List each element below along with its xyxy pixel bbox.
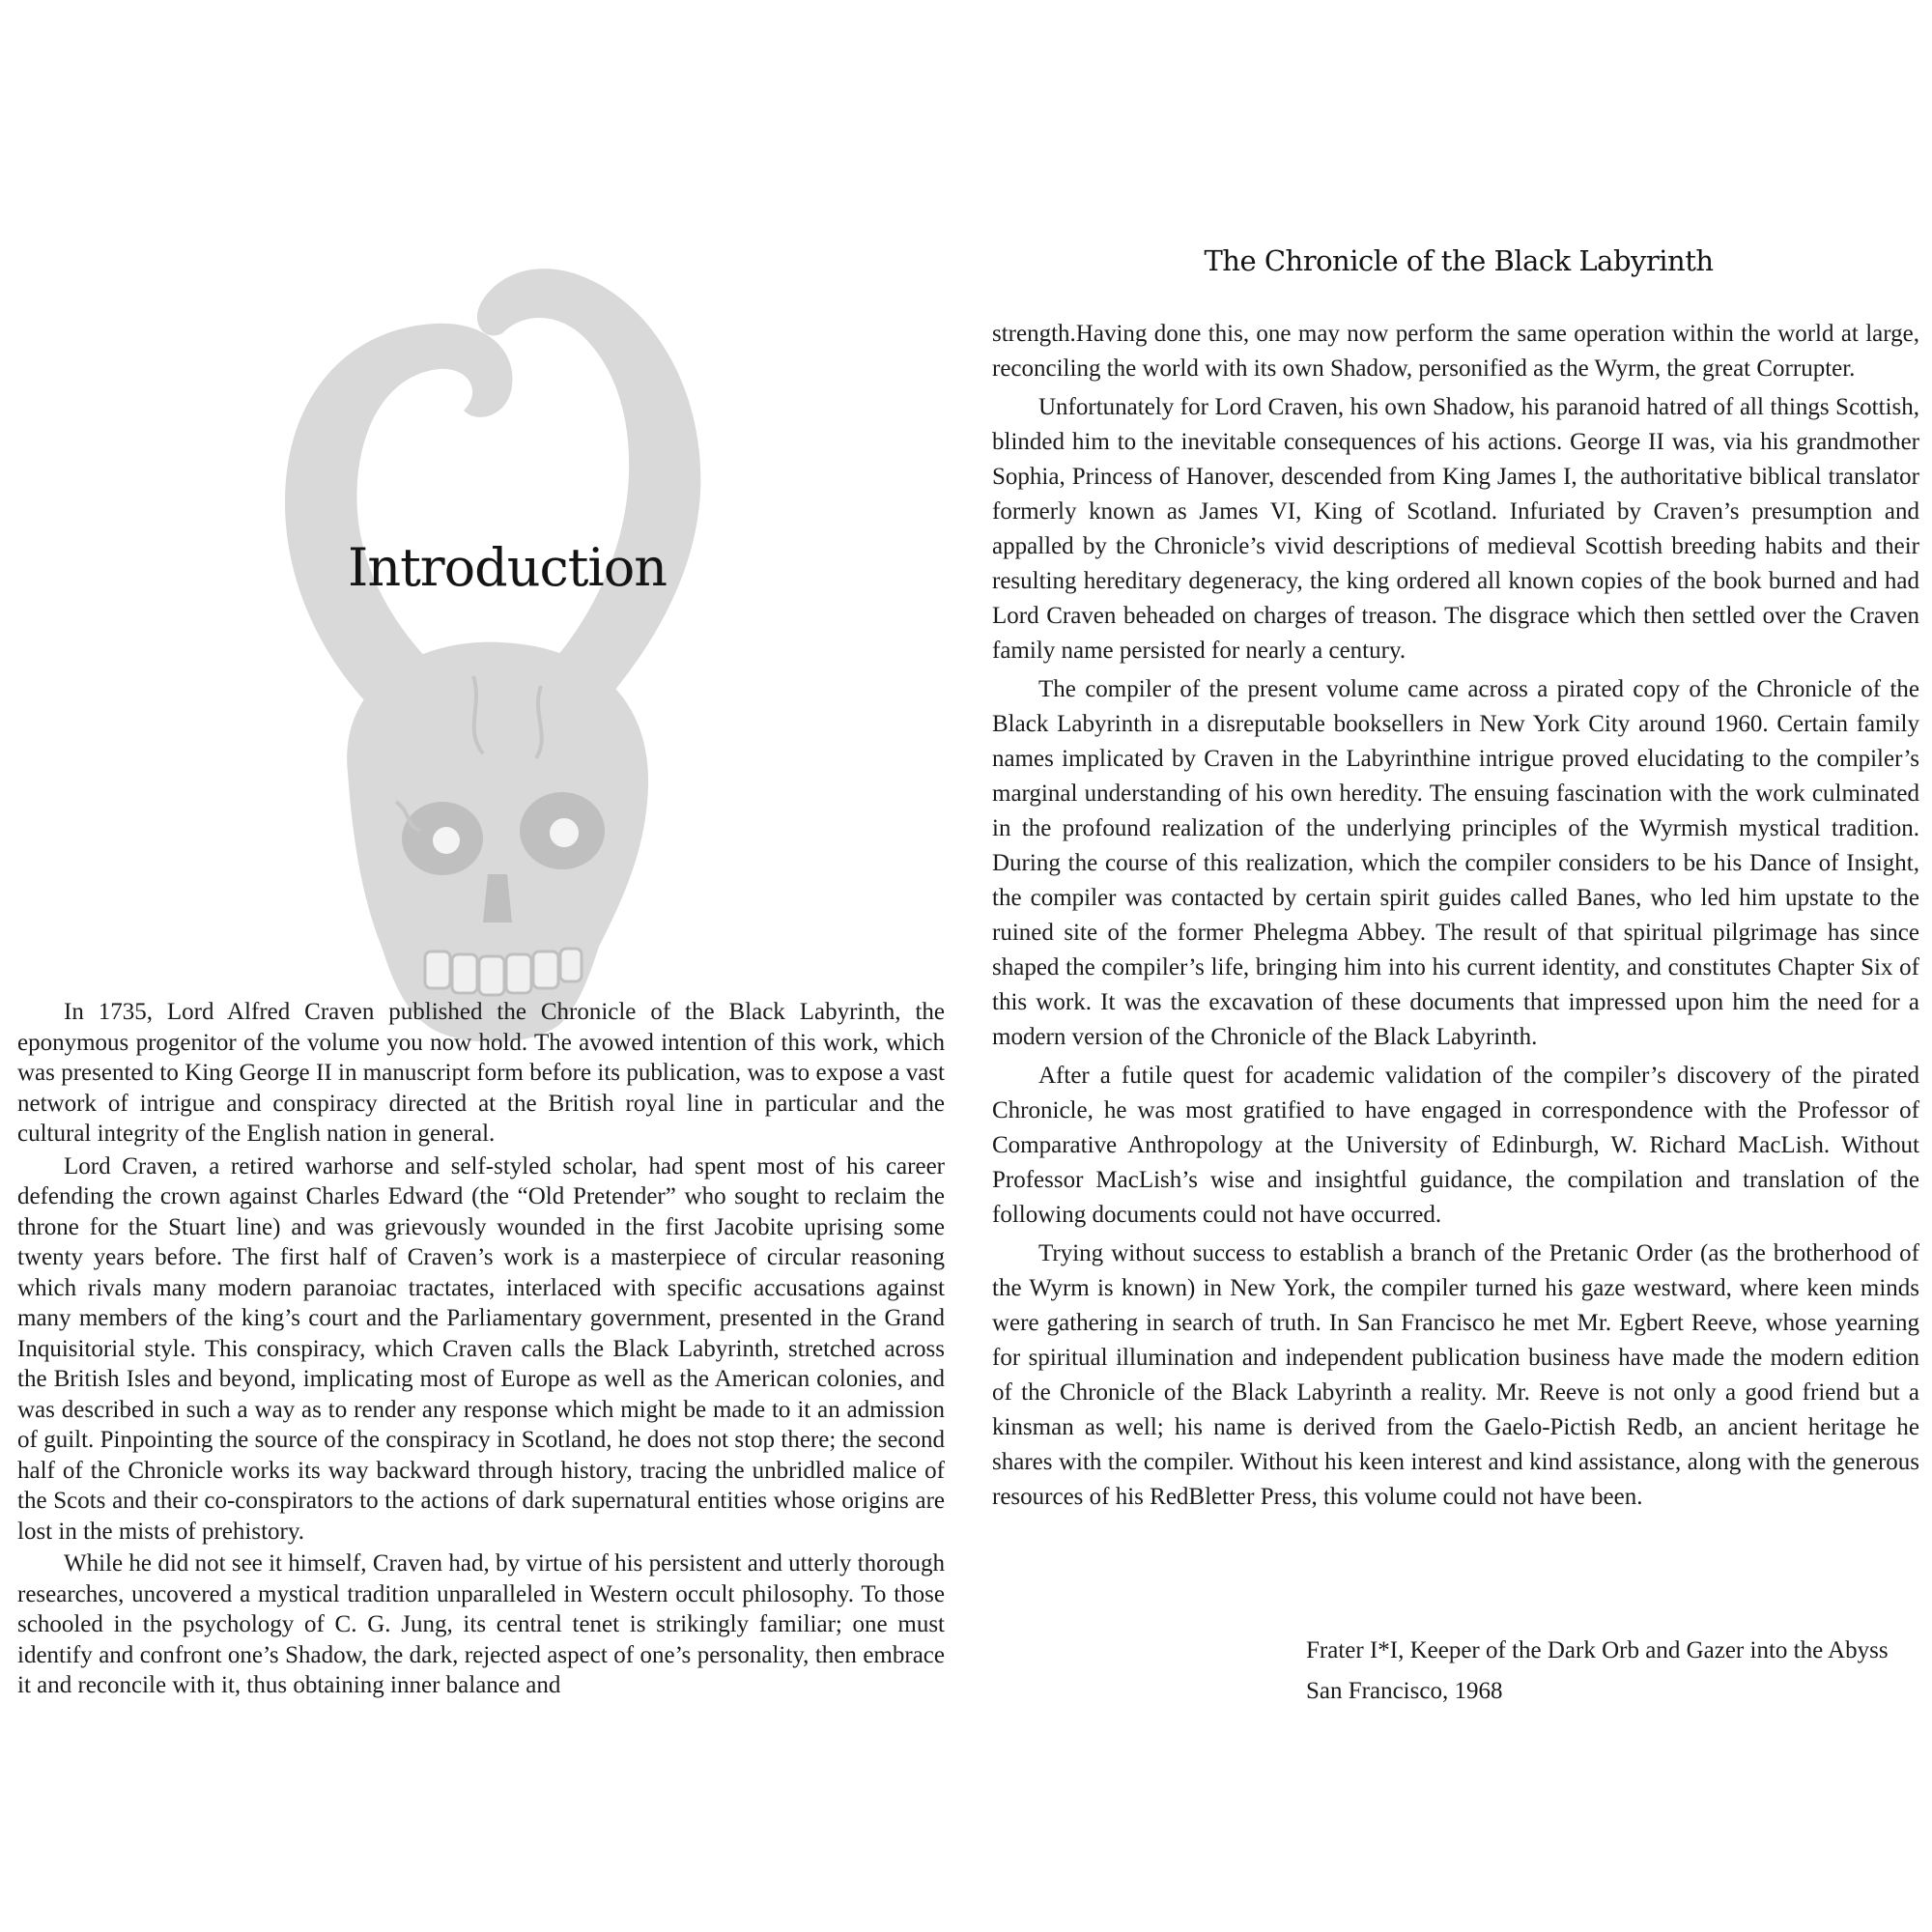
right-page-body	[992, 317, 1919, 1519]
paragraph: Unfortunately for Lord Craven, his own Shadow, his paranoid hatred of all things Scottish, blinded him to the inevitable consequences of his actions. George II was, via his grandmother Sophia, Princess of Hanover, descended from King James I, the authoritative biblical translator formerly known as James VI, King of Scotland. Infuriated by Craven’s presumption and appalled by the Chronicle’s vivid descriptions of medieval Scottish breeding habits and their resulting hereditary degeneracy, the king ordered all known copies of the book burned and had Lord Craven beheaded on charges of treason. The disgrace which then settled over the Craven family name persisted for nearly a century.	[992, 394, 1919, 664]
paragraph: After a futile quest for academic validation of the compiler’s discovery of the pirated Chronicle, he was most gratified to have engaged in correspondence with the Professor of Comparative Anthropology at the University of Edinburgh, W. Richard MacLish. Without Professor MacLish’s wise and insightful guidance, the compilation and translation of the following documents could not have occurred.	[992, 1063, 1919, 1228]
signature-place-date: San Francisco, 1968	[1306, 1678, 1503, 1704]
paragraph: While he did not see it himself, Craven had, by virtue of his persistent and utterly thorough researches, uncovered a mystical tradition unparalleled in Western occult philosophy. To those schooled in the psychology of C. G. Jung, its central tenet is strikingly familiar; one must identify and confront one’s Shadow, the dark, rejected aspect of one’s personality, then embrace it and reconcile with it, thus obtaining inner balance and	[17, 1550, 945, 1698]
paragraph: Lord Craven, a retired warhorse and self-styled scholar, had spent most of his career defending the crown against Charles Edward (the “Old Pretender” who sought to reclaim the throne for the Stuart line) and was grievously wounded in the first Jacobite uprising some twenty years before. The first half of Craven’s work is a masterpiece of circular reasoning which rivals many modern paranoiac tractates, interlaced with specific accusations against many members of the king’s court and the Parliamentary government, presented in the Grand Inquisitorial style. This conspiracy, which Craven calls the Black Labyrinth, stretched across the British Isles and beyond, implicating most of Europe as well as the American colonies, and was described in such a way as to render any response which might be made to it an admission of guilt. Pinpointing the source of the conspiracy in Scotland, he does not stop there; the second half of the Chronicle works its way backward through history, tracing the unbridled malice of the Scots and their co-conspirators to the actions of dark supernatural entities whose origins are lost in the mists of prehistory.	[17, 1152, 945, 1545]
chapter-title: Introduction	[348, 537, 667, 598]
signature-name: Frater I*I, Keeper of the Dark Orb and Gazer into the Abyss	[1306, 1637, 1889, 1663]
paragraph: Trying without success to establish a branch of the Pretanic Order (as the brotherhood of the Wyrm is known) in New York, the compiler turned his gaze westward, where keen minds were gathering in search of truth. In San Francisco he met Mr. Egbert Reeve, whose yearning for spiritual illumination and independent publication business have made the modern edition of the Chronicle of the Black Labyrinth a reality. Mr. Reeve is not only a good friend but a kinsman as well; his name is derived from the Gaelo-Pictish Redb, an ancient heritage he shares with the compiler. Without his keen interest and kind assistance, along with the generous resources of his RedBletter Press, this volume could not have been.	[992, 1240, 1919, 1510]
paragraph: In 1735, Lord Alfred Craven published the Chronicle of the Black Labyrinth, the eponymous progenitor of the volume you now hold. The avowed intention of this work, which was presented to King George II in manuscript form before its publication, was to expose a vast network of intrigue and conspiracy directed at the British royal line in particular and the cultural integrity of the English nation in general.	[17, 999, 945, 1147]
continued-paragraph: strength.Having done this, one may now perform the same operation within the world at large, reconciling the world with its own Shadow, personified as the Wyrm, the great Corrupter.	[992, 321, 1919, 382]
paragraph: The compiler of the present volume came across a pirated copy of the Chronicle of the Black Labyrinth in a disreputable booksellers in New York City around 1960. Certain family names implicated by Craven in the Labyrinthine intrigue proved elucidating to the compiler’s marginal understanding of his own heredity. The ensuing fascination with the work culminated in the profound realization of the underlying principles of the Wyrmish mystical tradition. During the course of this realization, which the compiler considers to be his Dance of Insight, the compiler was contacted by certain spirit guides called Banes, who led him upstate to the ruined site of the former Phelegma Abbey. The result of that spiritual pilgrimage has since shaped the compiler’s life, bringing him into his current identity, and constitutes Chapter Six of this work. It was the excavation of these documents that impressed upon him the need for a modern version of the Chronicle of the Black Labyrinth.	[992, 676, 1919, 1050]
signature-block	[1306, 1631, 1889, 1712]
running-head: The Chronicle of the Black Labyrinth	[1204, 244, 1714, 277]
left-page-body	[17, 997, 945, 1703]
horned-skull-icon	[193, 232, 792, 1063]
